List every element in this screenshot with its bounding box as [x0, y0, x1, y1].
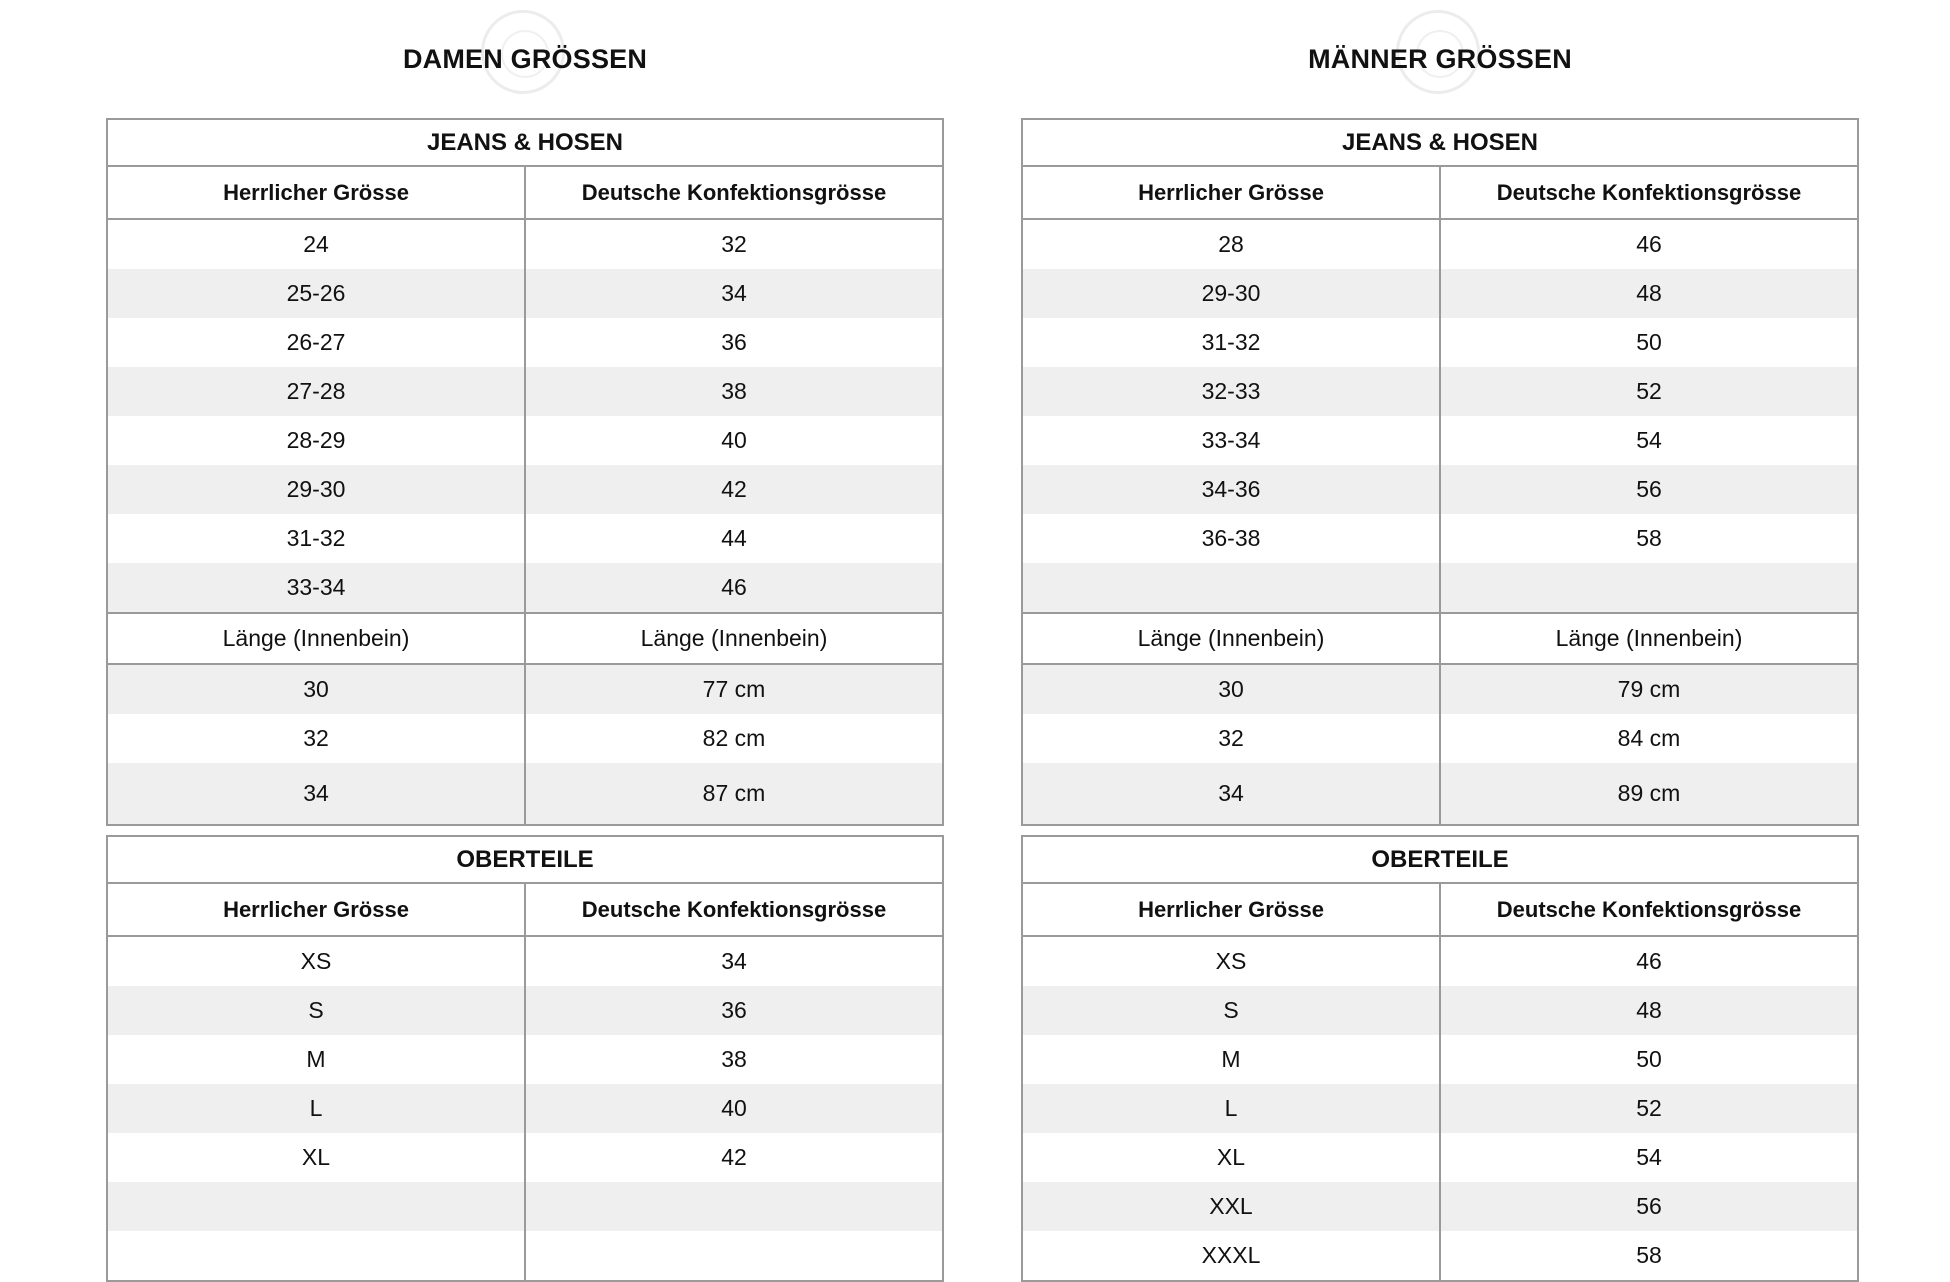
length-size: 34: [1022, 763, 1440, 825]
column-header-herrlicher-size: Herrlicher Grösse: [107, 883, 525, 936]
german-size: 42: [525, 465, 943, 514]
table-caption: OBERTEILE: [107, 836, 943, 883]
german-size: 54: [1440, 416, 1858, 465]
table-row: [107, 1035, 943, 1084]
table-row: [1022, 367, 1858, 416]
herrlicher-size: M: [1022, 1035, 1440, 1084]
table-row: [107, 269, 943, 318]
table-row: [1022, 664, 1858, 714]
column-header-german-size: Deutsche Konfektionsgrösse: [1440, 166, 1858, 219]
german-size: 46: [525, 563, 943, 613]
herrlicher-size: XXL: [1022, 1182, 1440, 1231]
table-row: [1022, 563, 1858, 613]
german-size: 40: [525, 416, 943, 465]
table-caption: JEANS & HOSEN: [1022, 119, 1858, 166]
table-row: [107, 714, 943, 763]
german-size: [525, 1182, 943, 1231]
table-caption: OBERTEILE: [1022, 836, 1858, 883]
herrlicher-size: 32-33: [1022, 367, 1440, 416]
herrlicher-size: M: [107, 1035, 525, 1084]
table-row: [1022, 416, 1858, 465]
table-row: [107, 1231, 943, 1281]
german-size: 32: [525, 219, 943, 269]
german-size: 48: [1440, 269, 1858, 318]
table-row: [1022, 514, 1858, 563]
table-row: [107, 986, 943, 1035]
herrlicher-size: 27-28: [107, 367, 525, 416]
jeans-size-table: [106, 118, 944, 826]
length-header: Länge (Innenbein): [1022, 613, 1440, 664]
german-size: 46: [1440, 219, 1858, 269]
herrlicher-size: 29-30: [1022, 269, 1440, 318]
herrlicher-size: [107, 1182, 525, 1231]
column-header-german-size: Deutsche Konfektionsgrösse: [1440, 883, 1858, 936]
herrlicher-size: L: [107, 1084, 525, 1133]
tops-size-table: [106, 835, 944, 1282]
table-row: [1022, 1133, 1858, 1182]
length-size: 32: [1022, 714, 1440, 763]
table-row: [1022, 714, 1858, 763]
table-row: [107, 763, 943, 825]
german-size: 50: [1440, 318, 1858, 367]
table-row: [1022, 219, 1858, 269]
length-size: 30: [107, 664, 525, 714]
herrlicher-size: S: [107, 986, 525, 1035]
table-caption: JEANS & HOSEN: [107, 119, 943, 166]
length-subheader-row: [107, 613, 943, 664]
tops-size-table: [1021, 835, 1859, 1282]
herrlicher-size: 24: [107, 219, 525, 269]
herrlicher-size: [1022, 563, 1440, 613]
table-row: [1022, 465, 1858, 514]
german-size: 58: [1440, 514, 1858, 563]
table-row: [107, 1182, 943, 1231]
german-size: 34: [525, 269, 943, 318]
german-size: 50: [1440, 1035, 1858, 1084]
herrlicher-size: XL: [1022, 1133, 1440, 1182]
herrlicher-size: [107, 1231, 525, 1281]
german-size: 36: [525, 318, 943, 367]
table-row: [1022, 269, 1858, 318]
german-size: 44: [525, 514, 943, 563]
german-size: 48: [1440, 986, 1858, 1035]
length-cm: 77 cm: [525, 664, 943, 714]
herrlicher-size: 28: [1022, 219, 1440, 269]
length-subheader-row: [1022, 613, 1858, 664]
german-size: 56: [1440, 1182, 1858, 1231]
herrlicher-size: 33-34: [107, 563, 525, 613]
german-size: 46: [1440, 936, 1858, 986]
herrlicher-size: XS: [107, 936, 525, 986]
table-row: [1022, 986, 1858, 1035]
herrlicher-size: L: [1022, 1084, 1440, 1133]
herrlicher-size: 31-32: [107, 514, 525, 563]
german-size: 34: [525, 936, 943, 986]
women-sizes-section: [106, 0, 944, 1282]
column-header-german-size: Deutsche Konfektionsgrösse: [525, 166, 943, 219]
german-size: 58: [1440, 1231, 1858, 1281]
length-size: 32: [107, 714, 525, 763]
length-size: 34: [107, 763, 525, 825]
length-header: Länge (Innenbein): [1440, 613, 1858, 664]
herrlicher-size: XL: [107, 1133, 525, 1182]
table-row: [107, 367, 943, 416]
herrlicher-size: 25-26: [107, 269, 525, 318]
herrlicher-size: 29-30: [107, 465, 525, 514]
table-row: [107, 318, 943, 367]
column-header-german-size: Deutsche Konfektionsgrösse: [525, 883, 943, 936]
men-sizes-section: [1021, 0, 1859, 1282]
length-cm: 87 cm: [525, 763, 943, 825]
table-row: [107, 416, 943, 465]
table-row: [1022, 936, 1858, 986]
herrlicher-size: 28-29: [107, 416, 525, 465]
table-row: [107, 936, 943, 986]
table-row: [107, 664, 943, 714]
herrlicher-size: 26-27: [107, 318, 525, 367]
column-header-herrlicher-size: Herrlicher Grösse: [1022, 166, 1440, 219]
length-cm: 89 cm: [1440, 763, 1858, 825]
table-row: [107, 563, 943, 613]
table-row: [1022, 1231, 1858, 1281]
german-size: [1440, 563, 1858, 613]
length-size: 30: [1022, 664, 1440, 714]
herrlicher-size: 36-38: [1022, 514, 1440, 563]
german-size: 40: [525, 1084, 943, 1133]
herrlicher-size: 31-32: [1022, 318, 1440, 367]
table-row: [107, 514, 943, 563]
length-cm: 82 cm: [525, 714, 943, 763]
table-row: [1022, 318, 1858, 367]
table-row: [107, 219, 943, 269]
table-row: [107, 465, 943, 514]
german-size: 52: [1440, 1084, 1858, 1133]
herrlicher-size: 34-36: [1022, 465, 1440, 514]
german-size: 36: [525, 986, 943, 1035]
german-size: 42: [525, 1133, 943, 1182]
table-row: [1022, 763, 1858, 825]
herrlicher-size: XS: [1022, 936, 1440, 986]
section-title: MÄNNER GRÖSSEN: [1308, 44, 1572, 74]
german-size: 56: [1440, 465, 1858, 514]
length-header: Länge (Innenbein): [525, 613, 943, 664]
section-title: DAMEN GRÖSSEN: [402, 44, 648, 74]
length-cm: 79 cm: [1440, 664, 1858, 714]
column-header-herrlicher-size: Herrlicher Grösse: [1022, 883, 1440, 936]
jeans-size-table: [1021, 118, 1859, 826]
german-size: 38: [525, 1035, 943, 1084]
table-row: [1022, 1035, 1858, 1084]
column-header-herrlicher-size: Herrlicher Grösse: [107, 166, 525, 219]
table-row: [107, 1084, 943, 1133]
german-size: 54: [1440, 1133, 1858, 1182]
table-row: [107, 1133, 943, 1182]
german-size: [525, 1231, 943, 1281]
herrlicher-size: S: [1022, 986, 1440, 1035]
herrlicher-size: 33-34: [1022, 416, 1440, 465]
length-header: Länge (Innenbein): [107, 613, 525, 664]
table-row: [1022, 1084, 1858, 1133]
length-cm: 84 cm: [1440, 714, 1858, 763]
german-size: 38: [525, 367, 943, 416]
herrlicher-size: XXXL: [1022, 1231, 1440, 1281]
table-row: [1022, 1182, 1858, 1231]
german-size: 52: [1440, 367, 1858, 416]
